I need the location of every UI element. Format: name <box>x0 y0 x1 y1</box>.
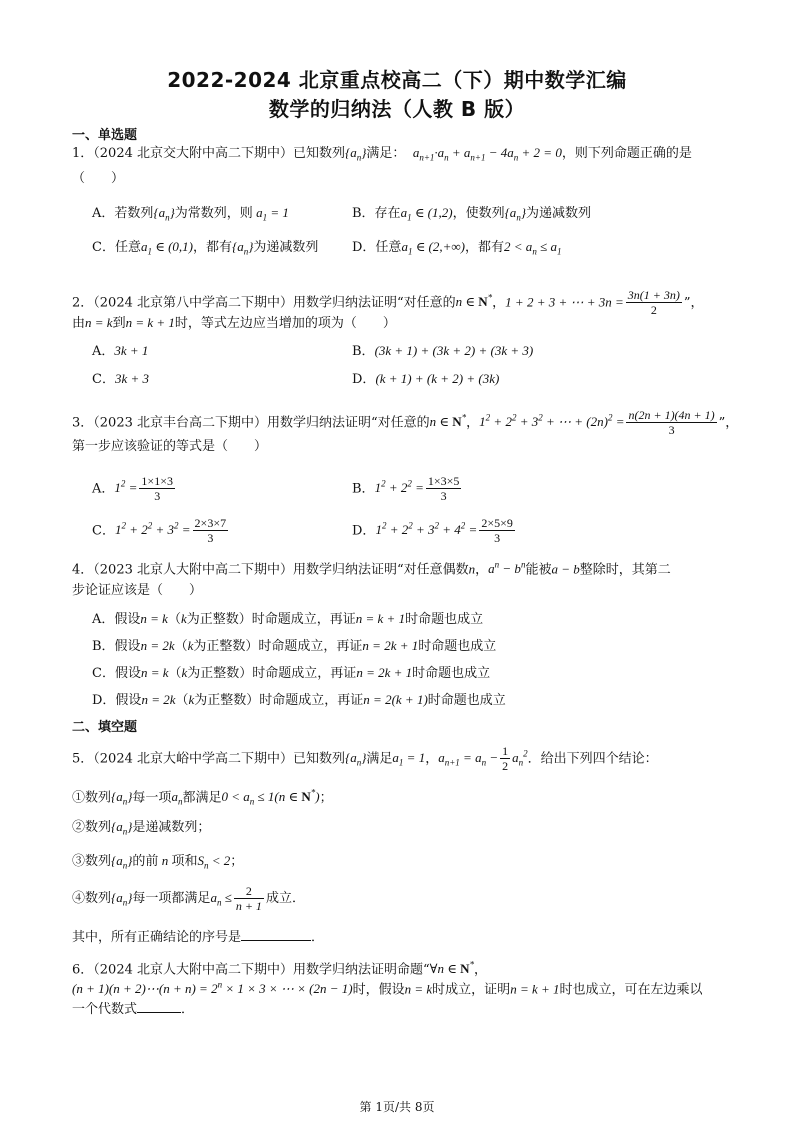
q4-option-b-m2: k <box>187 638 194 653</box>
q5-c3-t2: 的前 <box>132 854 159 869</box>
q4-option-b-t4: 时命题也成立 <box>418 639 497 654</box>
q5-stem <box>72 738 658 779</box>
q1-option-a[interactable] <box>92 204 289 227</box>
q3-stem-line2: 第一步应该验证的等式是（ ） <box>72 439 268 454</box>
q3-sum: $1^2 + 2^2 + 3^2$ + ⋯ + $(2n)^2$ = <box>479 413 625 430</box>
q5-c3-n: n <box>158 853 172 868</box>
q5-c4-an: $a_n$ ≤ <box>210 890 232 908</box>
q5-c4-seq: $\{a_n\}$ <box>111 890 133 908</box>
q6-stem-line3 <box>72 1000 194 1019</box>
q4-option-c-t4: 时命题也成立 <box>412 666 491 681</box>
q4-option-b-t3: 为正整数）时命题成立，再证 <box>193 639 363 654</box>
q2-option-b-expr: (3k + 1) + (3k + 2) + (3k + 3) <box>374 343 534 358</box>
q5-answer-line <box>72 928 324 947</box>
q3-fraction: $\frac{n(2n + 1)(4n + 1)}{3}$ <box>628 408 715 438</box>
q2-nk1: n = k + 1 <box>125 315 175 330</box>
q4-option-c-m2: k <box>181 665 188 680</box>
q6-stem-text-b: ， <box>474 962 488 978</box>
q2-option-c-label: C． <box>92 372 115 387</box>
q2-stem-line2 <box>72 314 396 333</box>
q6-stem-text-g: ． <box>181 1002 195 1017</box>
q5-conclusion-1 <box>72 784 333 811</box>
q1-formula: $a_{n+1}\cdot a_n + a_{n+1} - 4a_n + 2 = 0$ <box>409 145 562 163</box>
q2-option-a-expr: 3k + 1 <box>114 343 149 358</box>
document-title-line1: 2022-2024 北京重点校高二（下）期中数学汇编 <box>167 68 627 92</box>
q2-stem-text-d: 到 <box>112 316 126 331</box>
q2-n-set: n ∈ N* <box>455 293 493 310</box>
q1-option-c-cond: $a_1$ ∈ (0,1) <box>140 239 193 257</box>
q4-option-c[interactable] <box>92 664 490 683</box>
q1-option-c-text3: 为递减数列 <box>253 240 319 255</box>
q2-stem-text-a: 2．（2024 北京第八中学高二下期中）用数学归纳法证明“对任意的 <box>72 295 456 311</box>
q6-stem-text-d: 时成立，证明 <box>432 982 511 998</box>
q1-seq: $\{a_n\}$ <box>345 145 367 163</box>
q1-option-d-text2: ，都有 <box>465 240 505 255</box>
q1-option-c[interactable] <box>92 238 318 261</box>
q1-option-d-text: D．任意 <box>352 240 402 255</box>
q1-option-a-text: A．若数列 <box>92 206 154 221</box>
q3-option-a-frac: $\frac{1\times 1\times 3}{3}$ <box>141 474 173 504</box>
q2-fraction: $\frac{3n(1 + 3n)}{2}$ <box>627 288 680 318</box>
q3-option-b-expr: $1^2 + 2^2$ = <box>374 479 424 496</box>
q2-stem-text-c: 由 <box>72 316 86 331</box>
q5-c3-ineq: $S_n < 2$ <box>197 853 231 871</box>
q4-option-d-t4: 时命题也成立 <box>427 693 506 708</box>
q5-c3-t3: 项和 <box>171 854 198 869</box>
q5-c4-t2: 每一项都满足 <box>132 891 211 906</box>
q4-stem-text-b: 能被 <box>525 562 552 578</box>
q4-option-c-m1: n = k <box>140 665 169 680</box>
page-footer: 第 1页/共 8页 <box>359 1100 435 1114</box>
q3-option-b[interactable] <box>352 468 463 505</box>
q3-option-a-expr: $1^2$ = <box>114 479 138 496</box>
q4-option-b-m1: n = 2k <box>140 638 175 653</box>
q1-option-c-seq: $\{a_n\}$ <box>232 239 254 257</box>
q5-c3-seq: $\{a_n\}$ <box>111 853 133 871</box>
q5-conclusion-2 <box>72 818 210 841</box>
q5-c2-t1: ②数列 <box>72 820 112 835</box>
q4-option-a-t2: （ <box>167 612 181 627</box>
q3-option-d[interactable] <box>352 510 517 547</box>
q1-stem-paren: （ ） <box>72 171 125 186</box>
document-title-line2: 数学的归纳法（人教 B 版） <box>268 97 526 121</box>
q3-stem-text-a: 3．（2023 北京丰台高二下期中）用数学归纳法证明“对任意的 <box>72 415 430 431</box>
q5-answer-blank[interactable] <box>241 928 311 941</box>
q4-option-d-t1: D．假设 <box>92 693 142 708</box>
section-heading-single-choice: 一、单选题 <box>72 128 138 143</box>
q1-option-a-eq: $a_1 = 1$ <box>252 205 289 223</box>
q5-conclusion-4 <box>72 882 305 919</box>
q5-c1-t3: 都满足 <box>182 790 222 806</box>
q5-c4-t1: ④数列 <box>72 891 112 906</box>
q1-option-a-text2: 为常数列，则 <box>174 206 253 221</box>
q3-option-b-frac: $\frac{1\times 3\times 5}{3}$ <box>427 474 460 504</box>
q3-stem-text-b: ”， <box>718 415 739 431</box>
q2-option-b-label: B． <box>352 344 375 359</box>
q5-rec-tail: $a_n^2$ <box>512 749 528 768</box>
q4-option-d-m2: k <box>188 692 195 707</box>
q5-stem-text-a: 5．（2024 北京大峪中学高二下期中）已知数列 <box>72 751 345 767</box>
q4-option-c-m3: n = 2k + 1 <box>356 665 413 680</box>
q5-c1-t2: 每一项 <box>132 790 172 806</box>
q3-option-c-frac: $\frac{2\times 3\times 7}{3}$ <box>194 516 227 546</box>
q1-option-c-text: C．任意 <box>92 240 141 255</box>
q3-option-d-label: D． <box>352 523 376 539</box>
q4-option-a-t4: 时命题也成立 <box>405 612 484 627</box>
q4-stem: 4．（2023 北京人大附中高二下期中）用数学归纳法证明“对任意偶数n，$a^n - b^n$能被a − b整除时，其第二 <box>72 560 671 578</box>
q1-stem-text-a: 1．（2024 北京交大附中高二下期中）已知数列 <box>72 146 345 161</box>
q2-sum: 1 + 2 + 3 + ⋯ + 3n = <box>505 294 624 310</box>
q5-c3-t4: ； <box>230 854 244 869</box>
q5-a1: $a_1 = 1$ <box>392 750 426 768</box>
q2-option-d-label: D． <box>352 372 376 387</box>
q5-c3-t1: ③数列 <box>72 854 112 869</box>
q4-option-a-m1: n = k <box>140 611 168 626</box>
q1-option-d-ineq: $2 < a_n \le a_1$ <box>504 239 562 257</box>
q2-option-a-label: A． <box>92 344 115 359</box>
q5-c1-an: $a_n$ <box>171 789 183 807</box>
q5-conclusion-3 <box>72 852 243 875</box>
q5-c1-seq: $\{a_n\}$ <box>111 789 133 807</box>
q1-option-d[interactable] <box>352 238 561 261</box>
q6-forall: ∀n ∈ N* <box>429 960 474 977</box>
q5-c1-t4: ； <box>319 790 333 806</box>
q1-option-b-text: B．存在 <box>352 206 401 221</box>
q5-c4-frac: $\frac{2}{n + 1}$ <box>235 884 262 913</box>
q5-rec: $a_{n+1} = a_n$ − <box>438 750 499 768</box>
q1-option-d-cond: $a_1$ ∈ (2,+∞) <box>401 239 466 257</box>
q5-stem-text-d: ．给出下列四个结论： <box>527 751 658 767</box>
q6-nk1: n = k + 1 <box>510 981 560 997</box>
q5-c1-ineq: $0 < a_n \le 1(n$ ∈ N*) <box>221 788 320 807</box>
q2-option-b[interactable] <box>352 342 533 361</box>
q6-stem-text-a: 6．（2024 北京人大附中高二下期中）用数学归纳法证明命题“ <box>72 962 430 978</box>
q4-option-a-t1: A．假设 <box>92 612 141 627</box>
q3-option-d-frac: $\frac{2\times 5\times 9}{3}$ <box>481 516 513 546</box>
q4-option-d[interactable] <box>92 691 506 710</box>
q6-stem-line2 <box>72 976 703 999</box>
q2-option-a[interactable] <box>92 342 148 361</box>
q5-c2-seq: $\{a_n\}$ <box>111 819 133 837</box>
q2-stem: 2．（2024 北京第八中学高二下期中）用数学归纳法证明“对任意的n ∈ N*，1 + 2 + 3 + ⋯ + 3n = $\frac{3n(1 + 3n)}{2}$ ”， <box>72 288 704 318</box>
q6-identity: (n + 1)(n + 2)⋯(n + $n) = 2^n \times 1 \times 3$ × ⋯ × (2n − 1) <box>72 980 353 997</box>
q6-stem-text-f: 一个代数式 <box>72 1002 138 1017</box>
q2-option-d[interactable] <box>352 370 499 389</box>
q1-stem <box>72 144 692 167</box>
q4-option-a-m3: n = k + 1 <box>355 611 406 626</box>
q3-option-c[interactable] <box>92 510 230 547</box>
q3-stem: 3．（2023 北京丰台高二下期中）用数学归纳法证明“对任意的n ∈ N*，$1^2 + 2^2 + 3^2$ + ⋯ + $(2n)^2$ = $\frac{n(2n + 1)(4n + 1)}{3}$ ”， <box>72 408 739 438</box>
q4-option-c-t1: C．假设 <box>92 666 141 681</box>
q2-stem-text-e: 时，等式左边应当增加的项为（ ） <box>174 316 396 331</box>
q4-stem-line2: 步论证应该是（ ） <box>72 583 203 598</box>
q4-option-a-m2: k <box>180 611 187 626</box>
q1-stem-text-b: 满足： <box>366 146 406 161</box>
q5-stem-text-c: ， <box>425 751 439 767</box>
q5-rec-frac: $\frac{1}{2}$ <box>502 744 509 774</box>
q6-nk: n = k <box>404 981 433 997</box>
q4-option-d-t2: （ <box>175 693 189 708</box>
q4-option-c-t3: 为正整数）时命题成立，再证 <box>187 666 357 681</box>
q4-option-c-t2: （ <box>168 666 182 681</box>
q1-option-c-text2: ，都有 <box>192 240 232 255</box>
q4-option-a-t3: 为正整数）时命题成立，再证 <box>186 612 356 627</box>
q4-expr: $a^n - b^n$ <box>488 560 526 577</box>
q1-option-b-text2: ，使数列 <box>452 206 505 221</box>
q6-stem-text-c: 时，假设 <box>352 982 405 998</box>
q2-option-c-expr: 3k + 3 <box>114 371 149 386</box>
q1-option-a-seq: $\{a_n\}$ <box>153 205 175 223</box>
q1-option-b-text3: 为递减数列 <box>526 206 592 221</box>
q5-seq: $\{a_n\}$ <box>345 750 367 768</box>
q5-tail-end: ． <box>311 930 325 945</box>
q2-nk: n = k <box>85 315 113 330</box>
q4-option-d-m1: n = 2k <box>141 692 176 707</box>
q4-option-b-t1: B．假设 <box>92 639 141 654</box>
q4-option-d-t3: 为正整数）时命题成立，再证 <box>194 693 364 708</box>
q3-option-b-label: B． <box>352 481 375 497</box>
q4-n: n <box>468 561 476 577</box>
q5-c4-t3: 成立． <box>265 891 305 906</box>
q1-option-b[interactable] <box>352 204 591 227</box>
q5-tail-text: 其中，所有正确结论的序号是 <box>72 930 242 945</box>
q3-option-c-label: C． <box>92 523 115 539</box>
q3-option-d-expr: $1^2 + 2^2 + 3^2 + 4^2$ = <box>375 521 478 538</box>
q4-stem-text-c: 整除时，其第二 <box>579 562 671 578</box>
q2-option-d-expr: (k + 1) + (k + 2) + (3k) <box>375 371 500 386</box>
q4-option-b-t2: （ <box>174 639 188 654</box>
q1-option-b-cond: $a_1$ ∈ (1,2) <box>400 205 453 223</box>
q5-stem-text-b: 满足 <box>366 751 393 767</box>
q2-stem-text-b: ”， <box>683 295 704 311</box>
section-heading-fill-in: 二、填空题 <box>72 720 138 735</box>
q3-option-a[interactable] <box>92 468 177 505</box>
q3-option-a-label: A． <box>92 481 115 497</box>
q1-stem-text-c: ，则下列命题正确的是 <box>561 146 692 161</box>
q4-option-b[interactable] <box>92 637 496 656</box>
q4-option-d-m3: n = 2(k + 1) <box>363 692 428 707</box>
q2-option-c[interactable] <box>92 370 149 389</box>
q6-answer-blank[interactable] <box>137 1000 181 1013</box>
q3-option-c-expr: $1^2 + 2^2 + 3^2$ = <box>114 521 191 538</box>
q1-option-b-seq: $\{a_n\}$ <box>504 205 527 223</box>
q5-c1-t1: ①数列 <box>72 790 112 806</box>
q4-stem-text-a: 4．（2023 北京人大附中高二下期中）用数学归纳法证明“对任意偶数 <box>72 562 469 578</box>
q4-option-a[interactable] <box>92 610 483 629</box>
q4-divisor: a − b <box>551 561 580 577</box>
q3-n-set: n ∈ N* <box>429 413 467 430</box>
q4-option-b-m3: n = 2k + 1 <box>362 638 419 653</box>
q6-stem-text-e: 时也成立，可在左边乘以 <box>559 982 703 998</box>
q5-c2-t2: 是递减数列； <box>132 820 211 835</box>
